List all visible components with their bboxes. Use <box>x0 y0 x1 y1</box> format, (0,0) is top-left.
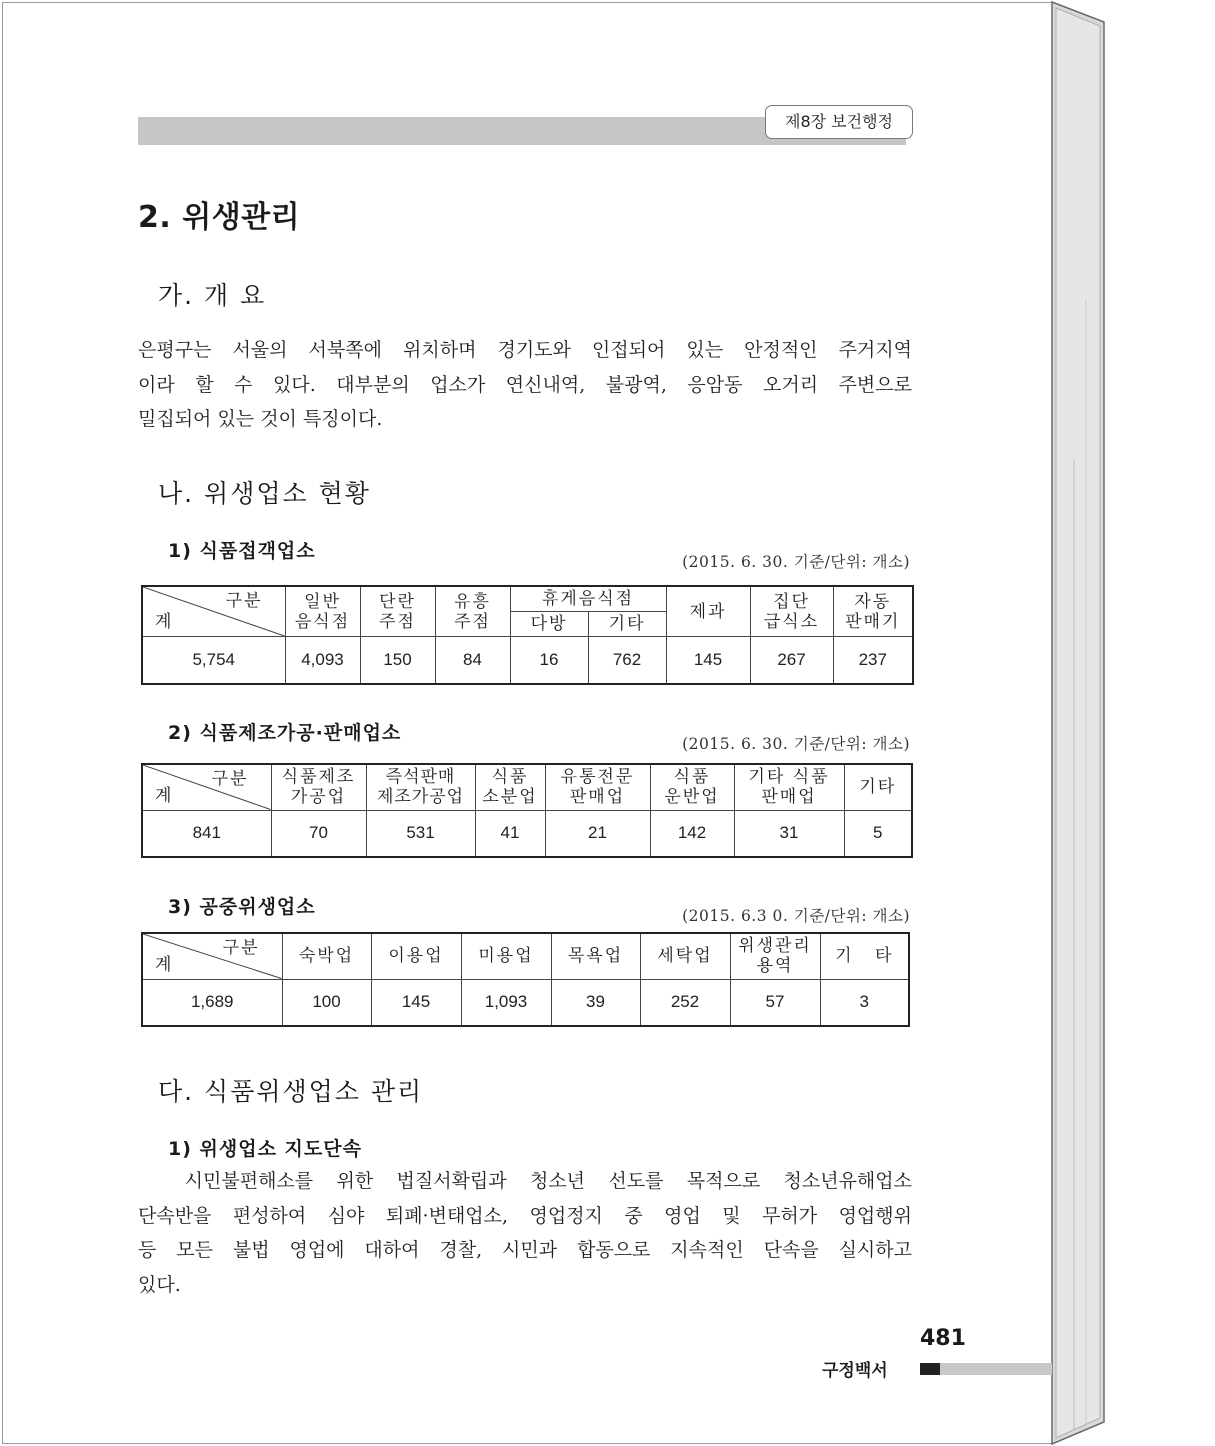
footer-bar <box>940 1363 1052 1375</box>
table-cell: 531 <box>366 810 475 857</box>
table-cell: 70 <box>271 810 366 857</box>
table-cell: 100 <box>282 979 371 1026</box>
table-header: 자동 판매기 <box>833 586 913 637</box>
table-cell: 841 <box>142 810 271 857</box>
chapter-label: 제8장 보건행정 <box>765 105 913 139</box>
table-header: 목욕업 <box>551 933 640 979</box>
table-cell: 252 <box>640 979 730 1026</box>
management-heading: 다. 식품위생업소 관리 <box>158 1077 424 1106</box>
table-header-group: 휴게음식점 <box>510 586 666 612</box>
table-header: 기타 <box>588 612 666 637</box>
table-header: 유통전문 판매업 <box>545 764 650 810</box>
diag-top-label: 구분 <box>225 591 263 611</box>
overview-heading: 가. 개 요 <box>158 281 267 310</box>
table-header: 이용업 <box>371 933 461 979</box>
table-header: 숙박업 <box>282 933 371 979</box>
table2-title: 2) 식품제조가공·판매업소 <box>168 722 402 744</box>
table-header: 식품 소분업 <box>475 764 545 810</box>
table-header: 단란 주점 <box>360 586 435 637</box>
diag-bottom-label: 계 <box>155 785 174 806</box>
table-cell: 41 <box>475 810 545 857</box>
diag-top-label: 구분 <box>211 769 249 789</box>
table-header: 위생관리 용역 <box>730 933 820 979</box>
table-header: 기 타 <box>820 933 909 979</box>
table-food-service <box>141 585 914 685</box>
table2-diag-header <box>142 764 271 810</box>
table-header: 유흥 주점 <box>435 586 510 637</box>
overview-line: 이라 할 수 있다. 대부분의 업소가 연신내역, 불광역, 응암동 오거리 주변으로 <box>138 373 912 396</box>
table-cell: 1,689 <box>142 979 282 1026</box>
table3-title: 3) 공중위생업소 <box>168 896 316 918</box>
book-name: 구정백서 <box>822 1361 888 1381</box>
table2-note: (2015. 6. 30. 기준/단위: 개소) <box>682 735 910 753</box>
table1-diag-header <box>142 586 285 637</box>
table-header: 집단 급식소 <box>750 586 833 637</box>
table-header: 일반 음식점 <box>285 586 360 637</box>
table-food-manufacturing <box>141 763 913 858</box>
management-line: 시민불편해소를 위한 법질서확립과 청소년 선도를 목적으로 청소년유해업소 <box>138 1170 912 1192</box>
table-cell: 145 <box>666 637 750 684</box>
overview-line: 밀집되어 있는 것이 특징이다. <box>138 408 383 430</box>
management-line: 등 모든 불법 영업에 대하여 경찰, 시민과 합동으로 지속적인 단속을 실시하고 <box>138 1239 912 1261</box>
table-cell: 1,093 <box>461 979 551 1026</box>
table-header: 즉석판매 제조가공업 <box>366 764 475 810</box>
table-header: 다방 <box>510 612 588 637</box>
footer-mark <box>920 1363 940 1375</box>
table-cell: 57 <box>730 979 820 1026</box>
table-header: 미용업 <box>461 933 551 979</box>
page-number: 481 <box>920 1326 966 1351</box>
table-cell: 16 <box>510 637 588 684</box>
table-header: 식품제조 가공업 <box>271 764 366 810</box>
status-heading: 나. 위생업소 현황 <box>158 479 371 508</box>
table-cell: 150 <box>360 637 435 684</box>
management-line: 있다. <box>138 1273 181 1296</box>
table-cell: 31 <box>734 810 844 857</box>
table-header: 기타 <box>844 764 912 810</box>
table-header: 식품 운반업 <box>650 764 734 810</box>
management-line: 단속반을 편성하여 심야 퇴폐·변태업소, 영업정지 중 영업 및 무허가 영업행위 <box>138 1204 912 1227</box>
table-header: 제과 <box>666 586 750 637</box>
diag-top-label: 구분 <box>222 938 260 958</box>
table-public-hygiene <box>141 932 910 1027</box>
table1-title: 1) 식품접객업소 <box>168 540 316 562</box>
diag-bottom-label: 계 <box>155 612 174 632</box>
table-header: 세탁업 <box>640 933 730 979</box>
table-cell: 5 <box>844 810 912 857</box>
table-cell: 84 <box>435 637 510 684</box>
overview-paragraph <box>138 333 912 437</box>
table1-note: (2015. 6. 30. 기준/단위: 개소) <box>682 553 910 571</box>
table-header: 기타 식품 판매업 <box>734 764 844 810</box>
table-cell: 145 <box>371 979 461 1026</box>
table-cell: 21 <box>545 810 650 857</box>
table-cell: 39 <box>551 979 640 1026</box>
table-cell: 4,093 <box>285 637 360 684</box>
table-cell: 762 <box>588 637 666 684</box>
management-paragraph <box>138 1164 912 1302</box>
table-cell: 237 <box>833 637 913 684</box>
management-sub1: 1) 위생업소 지도단속 <box>168 1138 362 1160</box>
overview-line: 은평구는 서울의 서북쪽에 위치하며 경기도와 인접되어 있는 안정적인 주거지역 <box>138 339 912 361</box>
table3-note: (2015. 6.3 0. 기준/단위: 개소) <box>682 907 910 925</box>
table-cell: 267 <box>750 637 833 684</box>
table-cell: 142 <box>650 810 734 857</box>
table-cell: 5,754 <box>142 637 285 684</box>
table3-diag-header <box>142 933 282 979</box>
table-cell: 3 <box>820 979 909 1026</box>
diag-bottom-label: 계 <box>155 954 174 975</box>
page-title: 2. 위생관리 <box>138 200 301 235</box>
